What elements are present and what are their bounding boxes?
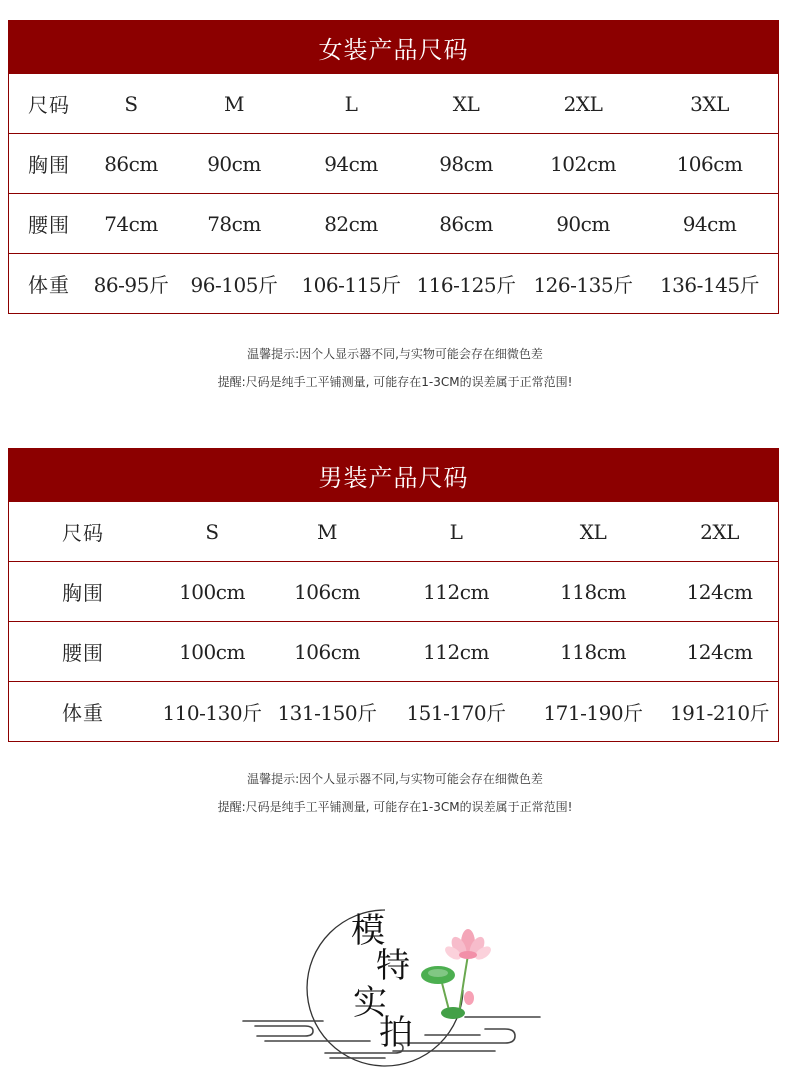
value-cell: 82cm: [324, 211, 378, 236]
value-cell: 86cm: [439, 211, 493, 236]
lotus-bud-icon: [464, 991, 474, 1005]
women-size-note: [0, 340, 790, 396]
table-row-chest: [9, 133, 778, 193]
logo-char-3: 实: [353, 983, 387, 1023]
value-cell: 94cm: [324, 151, 378, 176]
size-cell: XL: [452, 91, 480, 116]
lotus-flower-icon: [443, 929, 493, 962]
color-warning-text: 温馨提示:因个人显示器不同,与实物可能会存在细微色差: [247, 772, 543, 786]
row-label: 体重: [62, 701, 104, 725]
value-cell: 98cm: [439, 151, 493, 176]
row-label: 体重: [28, 273, 70, 297]
row-label: 胸围: [28, 153, 70, 177]
size-cell: M: [317, 519, 337, 544]
value-cell: 116-125斤: [416, 273, 516, 297]
measurement-reminder-text: 提醒:尺码是纯手工平铺测量, 可能存在1-3CM的误差属于正常范围!: [217, 800, 573, 814]
row-label: 尺码: [62, 521, 104, 545]
size-cell: S: [205, 519, 219, 544]
logo-char-4: 拍: [379, 1013, 413, 1053]
size-cell: S: [124, 91, 138, 116]
table-row-waist: [9, 621, 778, 681]
table-row-size: [9, 501, 778, 561]
size-cell: L: [344, 91, 358, 116]
size-cell: XL: [579, 519, 607, 544]
value-cell: 112cm: [423, 579, 489, 604]
value-cell: 90cm: [207, 151, 261, 176]
value-cell: 124cm: [686, 579, 753, 604]
table-row-waist: [9, 193, 778, 253]
color-warning-text: 温馨提示:因个人显示器不同,与实物可能会存在细微色差: [247, 347, 543, 361]
model-photo-logo: [235, 895, 555, 1070]
value-cell: 106-115斤: [301, 273, 401, 297]
women-table-title: 女装产品尺码: [9, 21, 778, 73]
value-cell: 110-130斤: [162, 701, 262, 725]
value-cell: 78cm: [207, 211, 261, 236]
value-cell: 191-210斤: [669, 701, 770, 725]
value-cell: 136-145斤: [659, 273, 760, 297]
men-size-note: [0, 765, 790, 821]
logo-char-2: 特: [376, 946, 410, 986]
men-size-table: [8, 448, 779, 742]
value-cell: 96-105斤: [190, 273, 278, 297]
row-label: 尺码: [28, 93, 70, 117]
value-cell: 124cm: [686, 639, 753, 664]
lotus-stems: [440, 955, 468, 1013]
value-cell: 126-135斤: [533, 273, 633, 297]
value-cell: 106cm: [294, 639, 360, 664]
value-cell: 131-150斤: [277, 701, 377, 725]
size-cell: 2XL: [563, 91, 603, 116]
table-row-size: [9, 73, 778, 133]
value-cell: 86-95斤: [93, 273, 169, 297]
value-cell: 86cm: [104, 151, 158, 176]
table-row-chest: [9, 561, 778, 621]
value-cell: 151-170斤: [406, 701, 506, 725]
value-cell: 118cm: [560, 579, 626, 604]
value-cell: 94cm: [682, 211, 737, 236]
measurement-reminder-text: 提醒:尺码是纯手工平铺测量, 可能存在1-3CM的误差属于正常范围!: [217, 375, 573, 389]
value-cell: 106cm: [676, 151, 743, 176]
row-label: 腰围: [28, 213, 70, 237]
size-cell: L: [449, 519, 463, 544]
row-label: 胸围: [62, 581, 104, 605]
table-row-weight: [9, 253, 778, 313]
lotus-leaf-small-icon: [441, 1007, 465, 1019]
value-cell: 90cm: [556, 211, 610, 236]
size-cell: M: [224, 91, 244, 116]
row-label: 腰围: [62, 641, 104, 665]
value-cell: 171-190斤: [543, 701, 643, 725]
women-size-table: [8, 20, 779, 314]
logo-char-1: 模: [351, 911, 385, 951]
size-cell: 3XL: [690, 91, 729, 116]
value-cell: 106cm: [294, 579, 360, 604]
men-table-title: 男装产品尺码: [9, 449, 778, 501]
value-cell: 118cm: [560, 639, 626, 664]
value-cell: 102cm: [550, 151, 616, 176]
value-cell: 74cm: [104, 211, 158, 236]
value-cell: 112cm: [423, 639, 489, 664]
value-cell: 100cm: [179, 639, 245, 664]
value-cell: 100cm: [179, 579, 245, 604]
size-cell: 2XL: [700, 519, 739, 544]
table-row-weight: [9, 681, 778, 741]
